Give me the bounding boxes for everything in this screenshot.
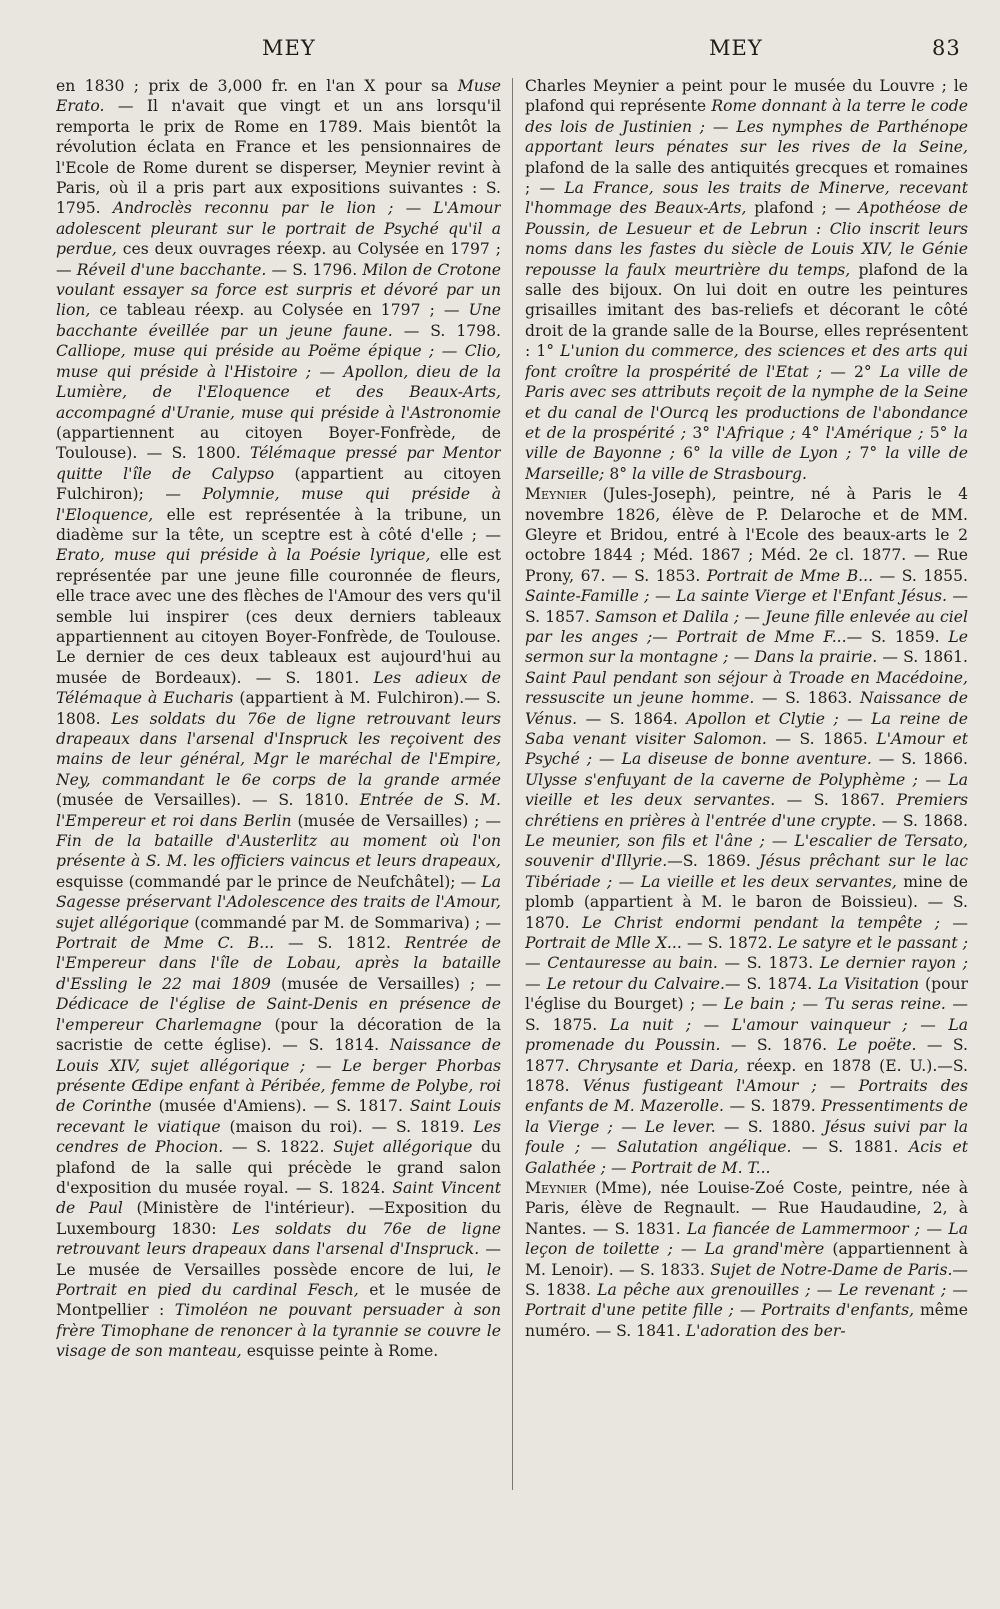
artwork-title: Le poëte. — [837, 1036, 917, 1055]
text-run: — S. 1798. — [392, 321, 501, 340]
text-run: — S. 1875. — [525, 995, 968, 1034]
artwork-title: Chrysante et Daria, — [577, 1056, 739, 1075]
text-run: plafond ; — — [746, 199, 859, 218]
artwork-title: Polymnie, muse qui préside à l'Eloquence, — [56, 485, 501, 524]
entry-name: Meynier — [525, 1178, 587, 1197]
text-run: (commandé par M. de Sommariva) ; — — [189, 913, 501, 932]
artwork-title: Acis et Galathée ; — Portrait de M. T... — [525, 1138, 968, 1177]
artwork-title: Rentrée de l'Empereur dans l'île de Lobau, après la bataille d'Essling le 22 mai 1809 — [56, 934, 501, 993]
text-run: — S. 1857. — [525, 587, 968, 626]
artwork-title: Les cendres de Phocion. — [56, 1117, 501, 1157]
artwork-title: Naissance de Louis XIV, sujet allégorique ; — Le berger Phorbas présente Œdipe enfant à Péribée, femme de Polybe, roi de Corinthe — [56, 1036, 501, 1116]
text-run: plafond de la salle des bijoux. On lui doit en outre les peintures grisailles imitant des bas-reliefs et décorant le côté droit de la grande salle de la Bourse, elles représentent : 1° — [525, 260, 968, 361]
text-run: mine de plomb (appartient à M. le baron de Boissieu). — S. 1870. — [525, 872, 968, 932]
text-run: (pour la décoration de la sacristie de cette église). — S. 1814. — [56, 1015, 501, 1055]
artwork-title: Saint Paul pendant son séjour à Troade en Macédoine, ressuscite un jeune homme. — [525, 668, 968, 708]
text-run: (musée d'Amiens). — S. 1817. — [151, 1097, 410, 1116]
text-paragraph — [56, 76, 501, 1362]
artwork-title: Le Christ endormi pendant la tempête ; — Portrait de Mlle X... — [525, 913, 968, 953]
text-run: (musée de Versailles). — S. 1810. — [56, 791, 360, 810]
text-run: — S. 1812. — [274, 934, 405, 953]
text-run: — S. 1876. — [720, 1036, 838, 1055]
artwork-title: l'Afrique ; — [716, 423, 796, 442]
artwork-title: Portrait de Mme B... — [706, 566, 874, 585]
artwork-title: La nuit ; — L'amour vainqueur ; — La promenade du Poussin. — [525, 1015, 968, 1055]
artwork-title: la ville de Bayonne ; — [525, 423, 968, 463]
artwork-title: Ulysse s'enfuyant de la caverne de Polyphème ; — La vieille et les deux servantes. — [525, 770, 968, 810]
text-run: —S. 1869. — [667, 852, 760, 871]
artwork-title: La ville de Paris avec ses attributs reçoit de la nymphe de la Seine et du canal de l'Ourcq les productions de l'abondance et de la prospérité ; — [525, 362, 968, 442]
text-run: 3° — [686, 423, 717, 442]
text-run: elle est représentée à la tribune, un diadème sur la tête, un sceptre est à côté d'elle ; — — [56, 505, 501, 544]
text-run: 6° — [675, 444, 709, 463]
artwork-title: Androclès reconnu par le lion ; — L'Amour adolescent pleurant sur le portrait de Psyché qu'il a perdue, — [56, 199, 501, 259]
text-run: même numéro. — S. 1841. — [525, 1301, 968, 1340]
running-head-right: MEY — [709, 36, 763, 60]
text-run: — S. 1796. — [266, 260, 363, 279]
text-run: en 1830 ; prix de 3,000 fr. en l'an X pour sa — [56, 77, 458, 95]
artwork-title: la ville de Lyon ; — [708, 444, 852, 463]
artwork-title: L'union du commerce, des sciences et des arts qui font croître la prospérité de l'Etat ; — [525, 342, 968, 381]
text-run: (appartiennent au citoyen Boyer-Fonfrède, de Toulouse). — S. 1800. — [56, 423, 501, 463]
text-run: (musée de Versailles) ; — — [291, 811, 501, 830]
text-run: —S. 1838. — [525, 1260, 968, 1299]
text-run: — S. 1822. — [223, 1138, 334, 1157]
artwork-title: Dédicace de l'église de Saint-Denis en présence de l'empereur Charlemagne — [56, 995, 501, 1034]
artwork-title: Sainte-Famille ; — La sainte Vierge et l'Enfant Jésus. — [525, 587, 947, 606]
artwork-title: La Sagesse préservant l'Adolescence des traits de l'Amour, sujet allégorique — [56, 872, 501, 932]
running-head-left: MEY — [262, 36, 316, 60]
text-run: ce tableau réexp. au Colysée en 1797 ; — — [90, 301, 469, 320]
text-run: (Jules-Joseph), peintre, né à Paris le 4 novembre 1826, élève de P. Delaroche et de MM. Gleyre et Bridou, entré à l'Ecole des beaux-arts le 2 octobre 1844 ; Méd. 1867 ; Méd. 2e cl. 1877. — Rue Prony, 67. — S. 1853. — [525, 485, 968, 585]
text-run: — S. 1855. — [873, 566, 968, 585]
text-run: (pour l'église du Bourget) ; — — [525, 974, 968, 1014]
artwork-title: Premiers chrétiens en prières à l'entrée d'une crypte. — [525, 791, 968, 830]
text-run: 7° — [851, 444, 886, 463]
artwork-title: L'adoration des ber- — [685, 1321, 846, 1340]
text-run: (appartient au citoyen Fulchiron); — — [56, 464, 501, 504]
artwork-title: Apollon et Clytie ; — La reine de Saba venant visiter Salomon. — [525, 709, 968, 748]
artwork-title: Erato, muse qui préside à la Poésie lyrique, — [56, 546, 431, 565]
text-run: — S. 1864. — [577, 709, 687, 728]
artwork-title: Apothéose de Poussin, de Lesueur et de Lebrun : Clio inscrit leurs noms dans les fastes du siècle de Louis XIV, le Génie repousse la faulx meurtrière du temps, — [525, 199, 968, 279]
text-run: du plafond de la salle qui précède le grand salon d'exposition du musée royal. — S. 1824. — [56, 1138, 501, 1197]
text-run: et le musée de Montpellier : — [56, 1280, 501, 1320]
artwork-title: Rome donnant à la terre le code des lois de Justinien ; — Les nymphes de Parthénope apportant leurs pénates sur les rives de la Seine, — [525, 97, 968, 157]
text-run: — S. 1873. — [717, 954, 820, 973]
artwork-title: Les adieux de Télémaque à Eucharis — [56, 668, 501, 708]
artwork-title: Le satyre et le passant ; — Centauresse au bain. — [525, 934, 968, 973]
text-run: — 2° — [822, 362, 880, 381]
artwork-title: Les soldats du 76e de ligne retrouvant leurs drapeaux dans l'arsenal d'Inspruck. — [56, 1219, 501, 1259]
text-paragraph — [525, 1178, 968, 1341]
text-run: — S. 1861. — [877, 648, 968, 667]
text-run: (appartient à M. Fulchiron).— S. 1808. — [56, 689, 501, 728]
artwork-title: Télémaque pressé par Mentor quitte l'île de Calypso — [56, 444, 501, 483]
artwork-title: Une bacchante éveillée par un jeune faune. — [56, 301, 501, 340]
text-run: esquisse (commandé par le prince de Neufchâtel); — — [56, 872, 482, 891]
text-run: — S. 1874. — [724, 974, 819, 993]
text-run: réexp. en 1878 (E. U.).—S. 1878. — [525, 1056, 968, 1095]
artwork-title: Entrée de S. M. l'Empereur et roi dans Berlin — [56, 791, 501, 830]
text-run: elle est représentée par une jeune fille couronnée de fleurs, elle trace avec une des flèches de l'Amour des vers qu'il semble lui inspirer (ces deux derniers tableaux appartiennent au citoyen Boyer-Fonfrède, de Toulouse. Le dernier de ces deux tableaux est aujourd'hui au musée de Bordeaux). — S. 1801. — [56, 546, 501, 687]
artwork-title: Pressentiments de la Vierge ; — Le lever. — [525, 1097, 968, 1136]
artwork-title: le Portrait en pied du cardinal Fesch, — [56, 1260, 501, 1299]
page-number: 83 — [932, 36, 961, 60]
text-paragraph — [525, 484, 968, 1178]
column-divider — [512, 78, 513, 1490]
text-run: — S. 1859. — [846, 627, 949, 646]
artwork-title: Réveil d'une bacchante. — [76, 260, 267, 279]
artwork-title: Le bain ; — Tu seras reine. — [723, 995, 946, 1014]
text-run: — S. 1879. — [723, 1097, 822, 1116]
text-run: ces deux ouvrages réexp. au Colysée en 1797 ; — — [56, 240, 501, 279]
text-run: — S. 1881. — [791, 1138, 909, 1157]
artwork-title: L'Amour et Psyché ; — La diseuse de bonne aventure. — [525, 730, 968, 769]
artwork-title: La fiancée de Lammermoor ; — La leçon de toilette ; — La grand'mère — [525, 1219, 968, 1259]
text-run: — S. 1880. — [715, 1117, 824, 1136]
artwork-title: Le dernier rayon ; — Le retour du Calvaire. — [525, 954, 968, 993]
artwork-title: l'Amérique ; — [825, 423, 924, 442]
text-run: 4° — [795, 423, 826, 442]
text-paragraph — [525, 76, 968, 484]
artwork-title: Muse Erato. — [56, 77, 501, 116]
artwork-title: La Visitation — [818, 974, 920, 993]
artwork-title: Jésus prêchant sur le lac Tibériade ; — La vieille et les deux servantes, — [525, 852, 968, 891]
text-run: (musée de Versailles) ; — — [270, 974, 501, 993]
artwork-title: Sujet allégorique — [333, 1138, 473, 1157]
text-run: (Mme), née Louise-Zoé Coste, peintre, née à Paris, élève de Regnault. — Rue Haudaudine, 2, à Nantes. — S. 1831. — [525, 1178, 968, 1238]
text-run: Charles Meynier a peint pour le musée du Louvre ; le plafond qui représente — [525, 77, 968, 116]
text-run: (Ministère de l'intérieur). —Exposition du Luxembourg 1830: — [56, 1199, 501, 1238]
text-run: — S. 1866. — [871, 750, 968, 769]
text-run: — Le musée de Versailles possède encore de lui, — [56, 1240, 501, 1279]
artwork-title: Le meunier, son fils et l'âne ; — L'escalier de Tersato, souvenir d'Illyrie. — [525, 832, 968, 871]
artwork-title: Vénus fustigeant l'Amour ; — Portraits des enfants de M. Mazerolle. — [525, 1076, 968, 1116]
artwork-title: La France, sous les traits de Minerve, recevant l'hommage des Beaux-Arts, — [525, 179, 968, 218]
text-run: — S. 1863. — [754, 689, 860, 708]
artwork-title: La pêche aux grenouilles ; — Le revenant ; — Portrait d'une petite fille ; — Portraits d'enfants, — [525, 1280, 968, 1320]
artwork-title: Saint Vincent de Paul — [56, 1178, 501, 1218]
artwork-title: Milon de Crotone voulant essayer sa force est surpris et dévoré par un lion, — [56, 260, 501, 320]
text-run: 8° — [604, 464, 633, 483]
artwork-title: Portrait de Mme C. B... — [56, 934, 275, 953]
left-column-text — [56, 76, 501, 1596]
artwork-title: Jésus suivi par la foule ; — Salutation angélique. — [525, 1117, 968, 1157]
text-run: (appartiennent à M. Lenoir). — S. 1833. — [525, 1240, 968, 1279]
artwork-title: Sujet de Notre-Dame de Paris. — [710, 1260, 953, 1279]
text-run: 5° — [923, 423, 954, 442]
text-run: (maison du roi). — S. 1819. — [220, 1117, 474, 1136]
artwork-title: Saint Louis recevant le viatique — [56, 1097, 501, 1136]
artwork-title: Fin de la bataille d'Austerlitz au moment où l'on présente à S. M. les officiers vaincus et leurs drapeaux, — [56, 832, 501, 871]
text-run: — S. 1865. — [766, 730, 877, 748]
artwork-title: Samson et Dalila ; — Jeune fille enlevée au ciel par les anges ;— Portrait de Mme F... — [525, 607, 968, 646]
text-run: plafond de la salle des antiquités grecques et romaines ; — — [525, 158, 968, 198]
text-run: — S. 1872. — [681, 934, 778, 953]
text-run: — S. 1877. — [525, 1036, 968, 1075]
text-run: esquisse peinte à Rome. — [241, 1342, 439, 1361]
artwork-title: la ville de Strasbourg. — [632, 464, 807, 483]
text-run: — Il n'avait que vingt et un ans lorsqu'il remporta le prix de Rome en 1789. Mais bientôt la révolution éclata en France et les pensionnaires de l'Ecole de Rome durent se disperser, Meynier revint à Paris, où il a pris part aux expositions suivantes : S. 1795. — [56, 97, 501, 218]
right-column-text — [525, 76, 968, 1596]
artwork-title: Calliope, muse qui préside au Poëme épique ; — Clio, muse qui préside à l'Histoire ; — Apollon, dieu de la Lumière, de l'Eloquence et des Beaux-Arts, accompagné d'Uranie, muse qui préside à l'Astronomie — [56, 342, 501, 422]
artwork-title: Timoléon ne pouvant persuader à son frère Timophane de renoncer à la tyrannie se couvre le visage de son manteau, — [56, 1301, 501, 1361]
text-run: — S. 1868. — [876, 811, 968, 830]
text-run: — S. 1867. — [775, 791, 897, 810]
entry-name: Meynier — [525, 485, 587, 504]
artwork-title: Le sermon sur la montagne ; — Dans la prairie. — [525, 627, 968, 667]
artwork-title: Naissance de Vénus. — [525, 689, 968, 728]
artwork-title: Les soldats du 76e de ligne retrouvant leurs drapeaux dans l'arsenal d'Inspruck les reçoivent des mains de leur général, Mgr le maréchal de l'Empire, Ney, commandant le 6e corps de la grande armée — [56, 709, 501, 789]
artwork-title: la ville de Marseille; — [525, 444, 968, 483]
